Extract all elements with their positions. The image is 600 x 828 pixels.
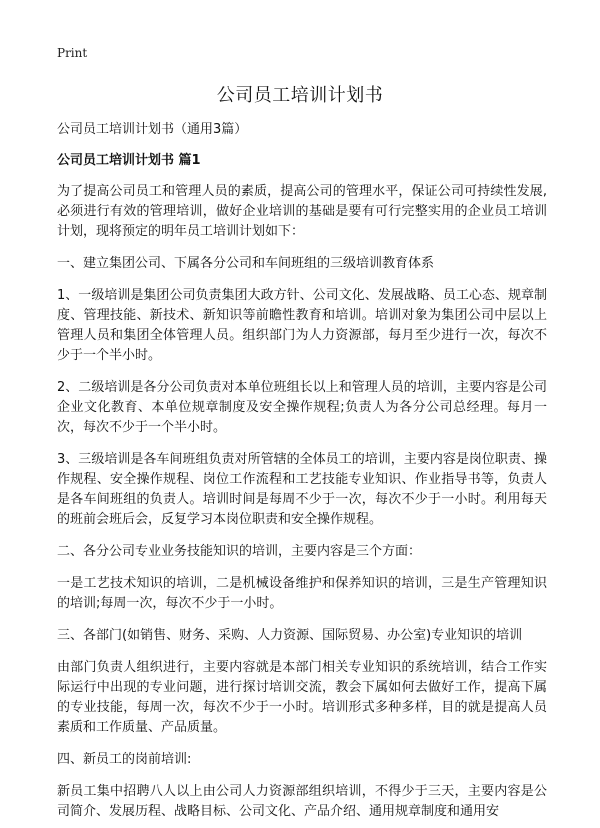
- paragraph-item-3: 3、三级培训是各车间班组负责对所管辖的全体员工的培训，主要内容是岗位职责、操作规程、安全操作规程、岗位工作流程和工艺技能专业知识、作业指导书等，负责人是各车间班组的负责人。培训时间是每周不少于一次，每次不少于一小时。利用每天的班前会班后会，反复学习本岗位职责和安全操作规程。: [57, 452, 547, 527]
- paragraph-department-training: 由部门负责人组织进行，主要内容就是本部门相关专业知识的系统培训，结合工作实际运行中出现的专业问题，进行探讨培训交流，教会下属如何去做好工作，提高下属的专业技能，每周一次，每次不少于一小时。培训形式多种多样，目的就是提高人员素质和工作质量、产品质量。: [57, 660, 547, 735]
- paragraph-heading-2: 二、各分公司专业业务技能知识的培训，主要内容是三个方面：: [57, 544, 422, 559]
- document-title: 公司员工培训计划书: [216, 85, 384, 106]
- paragraph-heading-4: 四、新员工的岗前培训:: [57, 752, 192, 767]
- paragraph-heading-3: 三、各部门(如销售、财务、采购、人力资源、国际贸易、办公室)专业知识的培训: [57, 628, 523, 643]
- section-heading: 公司员工培训计划书 篇1: [57, 153, 201, 168]
- paragraph-technical-training: 一是工艺技术知识的培训，二是机械设备维护和保养知识的培训，三是生产管理知识的培训;每周一次，每次不少于一小时。: [57, 576, 547, 611]
- print-link[interactable]: Print: [57, 46, 88, 60]
- document-body: [57, 120, 547, 828]
- paragraph-item-2: 2、二级培训是各分公司负责对本单位班组长以上和管理人员的培训，主要内容是公司企业文化教育、本单位规章制度及安全操作规程;负责人为各分公司总经理。每月一次，每次不少于一个半小时。: [57, 380, 547, 435]
- document-subtitle: 公司员工培训计划书（通用3篇）: [57, 122, 248, 137]
- paragraph-intro: 为了提高公司员工和管理人员的素质，提高公司的管理水平，保证公司可持续性发展,必须进行有效的管理培训，做好企业培训的基础是要有可行完整实用的企业员工培训计划，现将预定的明年员工培训计划如下：: [57, 184, 547, 239]
- paragraph-item-1: 1、一级培训是集团公司负责集团大政方针、公司文化、发展战略、员工心态、规章制度、管理技能、新技术、新知识等前瞻性教育和培训。培训对象为集团公司中层以上管理人员和集团全体管理人员。组织部门为人力资源部，每月至少进行一次，每次不少于一个半小时。: [57, 288, 547, 363]
- paragraph-heading-1: 一、建立集团公司、下属各分公司和车间班组的三级培训教育体系: [57, 256, 435, 271]
- paragraph-new-employee: 新员工集中招聘八人以上由公司人力资源部组织培训，不得少于三天，主要内容是公司简介、发展历程、战略目标、公司文化、产品介绍、通用规章制度和通用安: [57, 784, 547, 819]
